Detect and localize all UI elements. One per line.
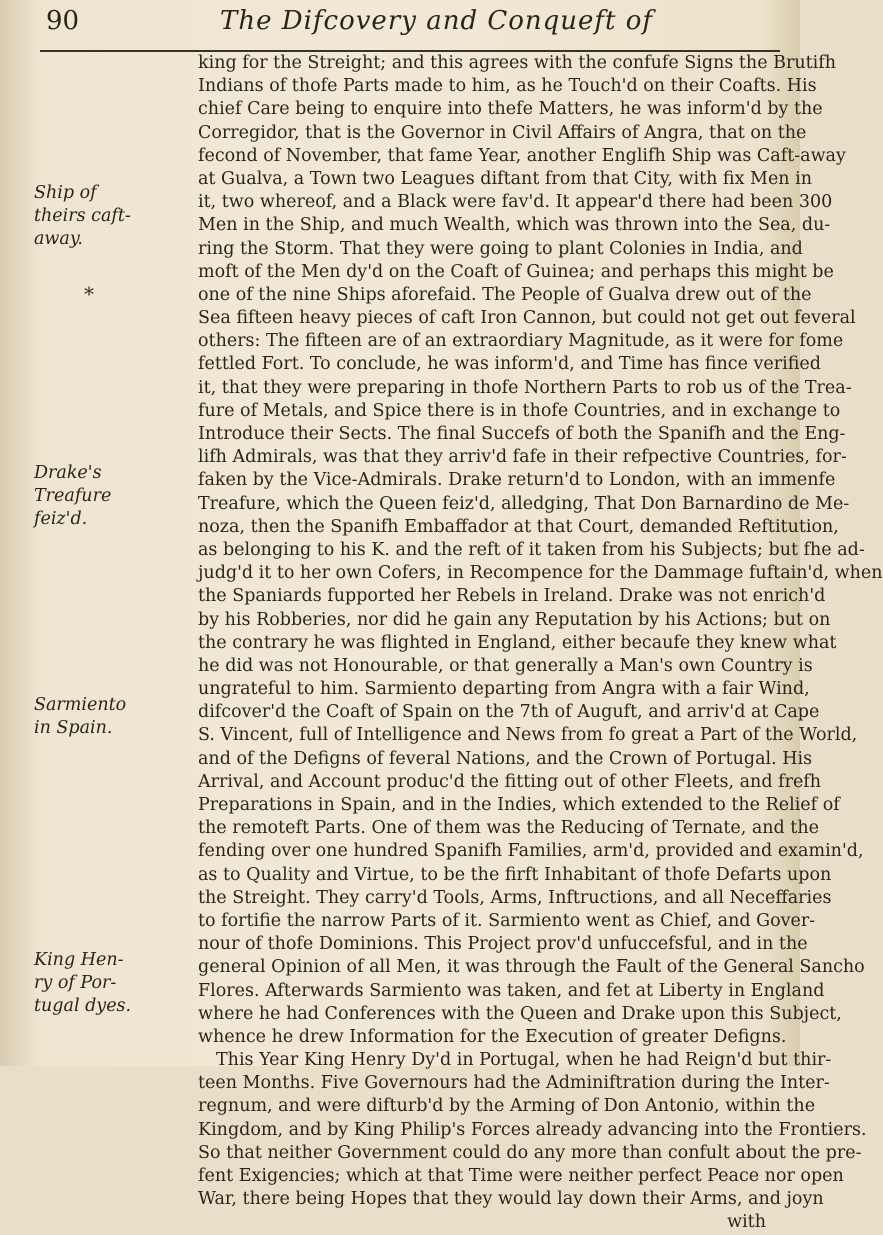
text-line: judg'd it to her own Cofers, in Recompence for the Dammage fuftain'd, when <box>198 563 883 584</box>
text-line: at Gualva, a Town two Leagues diftant from that City, with fix Men in <box>198 168 813 189</box>
text-line: where he had Conferences with the Queen and Drake upon this Subject, <box>198 1003 842 1024</box>
page-number: 90 <box>46 6 80 36</box>
text-line: Introduce their Sects. The final Succefs of both the Spanifh and the Eng- <box>198 424 846 444</box>
text-line: fure of Metals, and Spice there is in thofe Countries, and in exchange to <box>198 400 841 421</box>
text-line: he did was not Honourable, or that generally a Man's own Country is <box>198 655 813 676</box>
text-line: So that neither Government could do any more than confult about the pre- <box>198 1142 862 1163</box>
text-line: king for the Streight; and this agrees with the confufe Signs the Brutifh <box>198 53 836 73</box>
text-line: the Streight. They carry'd Tools, Arms, Inftructions, and all Neceffaries <box>198 887 832 908</box>
text-line: as to Quality and Virtue, to be the firft Inhabitant of thofe Defarts upon <box>198 864 832 885</box>
body-text <box>198 52 883 1235</box>
text-line: to fortifie the narrow Parts of it. Sarmiento went as Chief, and Gover- <box>198 910 816 931</box>
text-line: Corregidor, that is the Governor in Civil Affairs of Angra, that on the <box>198 122 807 143</box>
text-line: nour of thofe Dominions. This Project prov'd unfuccefsful, and in the <box>198 934 808 955</box>
margin-note-sarmiento: Sarmiento in Spain. <box>34 695 127 739</box>
decorative-asterisk: * <box>84 282 94 306</box>
text-line: lifh Admirals, was that they arriv'd fafe in their refpective Countries, for- <box>198 447 847 468</box>
text-line: War, there being Hopes that they would lay down their Arms, and joyn <box>198 1189 824 1210</box>
text-line: as belonging to his K. and the reft of it taken from his Subjects; but fhe ad- <box>198 539 865 560</box>
running-title: The Difcovery and Conqueft of <box>220 6 654 36</box>
text-line: general Opinion of all Men, it was through the Fault of the General Sancho <box>198 957 865 978</box>
text-line: fecond of November, that fame Year, another Englifh Ship was Caft-away <box>198 145 846 166</box>
text-line: Indians of thofe Parts made to him, as he Touch'd on their Coafts. His <box>198 76 817 97</box>
text-line: Sea fifteen heavy pieces of caft Iron Cannon, but could not get out feveral <box>198 308 856 329</box>
text-line: Treafure, which the Queen feiz'd, alledging, That Don Barnardino de Me- <box>198 493 850 514</box>
text-line: the contrary he was flighted in England, either becaufe they knew what <box>198 632 837 653</box>
text-line: ungrateful to him. Sarmiento departing from Angra with a fair Wind, <box>198 679 810 700</box>
text-line: fettled Fort. To conclude, he was inform'd, and Time has fince verified <box>198 354 821 375</box>
text-line: This Year King Henry Dy'd in Portugal, when he had Reign'd but thir- <box>216 1050 832 1071</box>
text-line: moft of the Men dy'd on the Coaft of Guinea; and perhaps this might be <box>198 261 834 282</box>
text-line: fent Exigencies; which at that Time were neither perfect Peace nor open <box>198 1166 844 1186</box>
text-line: the Spaniards fupported her Rebels in Ireland. Drake was not enrich'd <box>198 586 826 607</box>
text-line: Preparations in Spain, and in the Indies, which extended to the Relief of <box>198 795 840 815</box>
text-line: fending over one hundred Spanifh Families, arm'd, provided and examin'd, <box>198 841 864 862</box>
margin-note-king-henry: King Hen- ry of Por- tugal dyes. <box>34 950 132 1017</box>
text-line: it, that they were preparing in thofe Northern Parts to rob us of the Trea- <box>198 377 852 398</box>
text-line: ring the Storm. That they were going to plant Colonies in India, and <box>198 238 803 259</box>
text-line: whence he drew Information for the Execution of greater Defigns. <box>198 1026 787 1047</box>
text-line: Men in the Ship, and much Wealth, which was thrown into the Sea, du- <box>198 215 831 236</box>
text-line: the remoteft Parts. One of them was the Reducing of Ternate, and the <box>198 818 819 839</box>
margin-note-drakes-treasure: Drake's Treafure feiz'd. <box>34 463 112 530</box>
text-line: chief Care being to enquire into thefe Matters, he was inform'd by the <box>198 99 823 120</box>
text-line: noza, then the Spanifh Embaffador at that Court, demanded Reftitution, <box>198 516 839 537</box>
text-line: Kingdom, and by King Philip's Forces already advancing into the Frontiers. <box>198 1119 867 1140</box>
text-line: difcover'd the Coaft of Spain on the 7th of Auguft, and arriv'd at Cape <box>198 702 820 723</box>
text-line: regnum, and were difturb'd by the Arming of Don Antonio, within the <box>198 1096 816 1117</box>
text-line: others: The fifteen are of an extraordiary Magnitude, as it were for fome <box>198 331 844 352</box>
margin-note-ship-cast-away: Ship of theirs caft- away. <box>34 183 131 250</box>
text-line: teen Months. Five Governours had the Adminiftration during the Inter- <box>198 1073 830 1094</box>
text-line: by his Robberies, nor did he gain any Reputation by his Actions; but on <box>198 609 831 630</box>
text-line: Flores. Afterwards Sarmiento was taken, and fet at Liberty in England <box>198 980 825 1001</box>
text-line: one of the nine Ships aforefaid. The People of Gualva drew out of the <box>198 284 812 305</box>
text-line: with <box>727 1212 766 1233</box>
text-line: and of the Defigns of feveral Nations, and the Crown of Portugal. His <box>198 748 813 769</box>
page-header <box>0 4 800 48</box>
text-line: it, two whereof, and a Black were fav'd. It appear'd there had been 300 <box>198 192 833 213</box>
text-line: faken by the Vice-Admirals. Drake return'd to London, with an immenfe <box>198 470 836 491</box>
text-line: Arrival, and Account produc'd the fitting out of other Fleets, and frefh <box>198 771 822 792</box>
text-line: S. Vincent, full of Intelligence and News from fo great a Part of the World, <box>198 725 858 746</box>
